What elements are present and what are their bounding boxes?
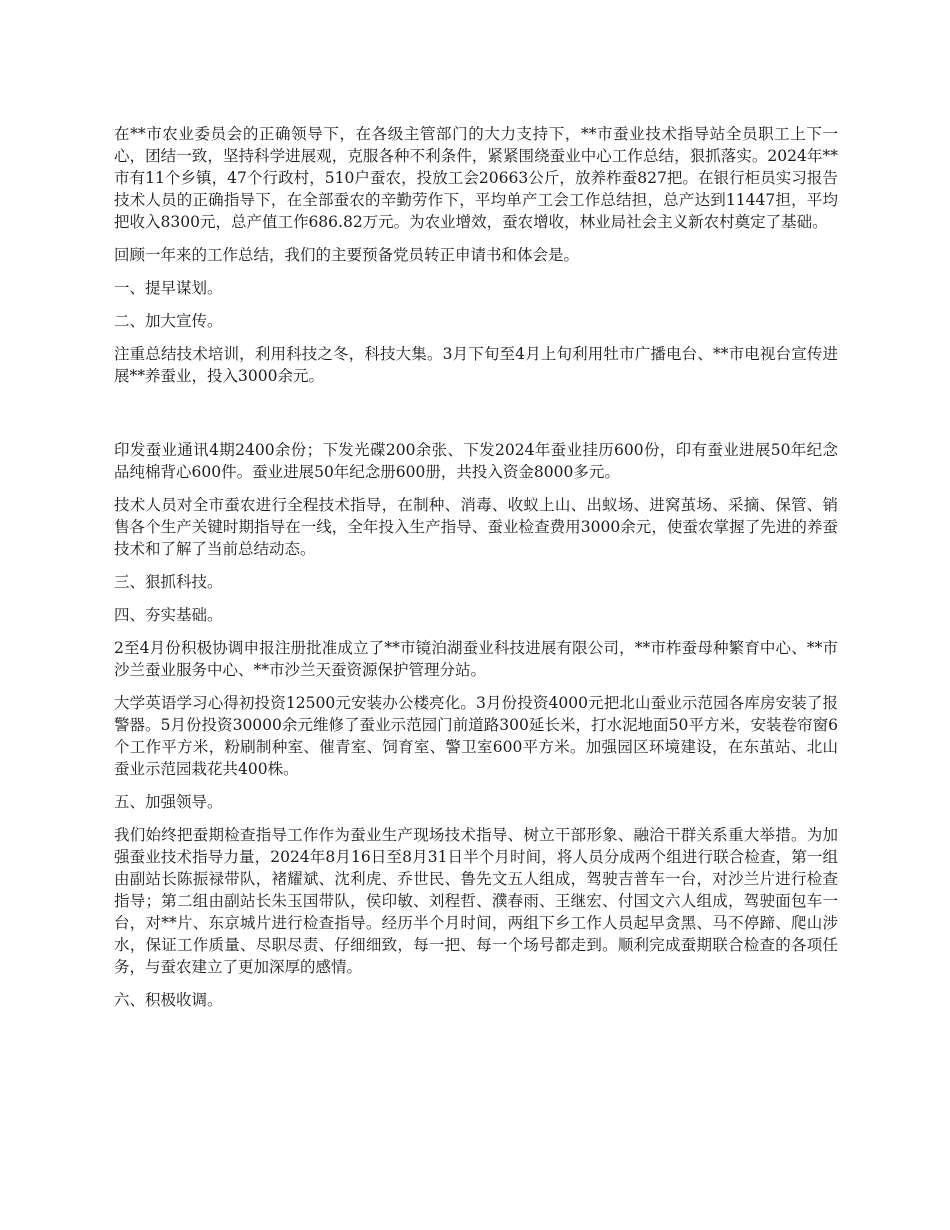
paragraph-publicity: 注重总结技术培训，利用科技之冬，科技大集。3月下旬至4月上旬利用牡市广播电台、**市电视台宣传进展**养蚕业，投入3000余元。 — [114, 345, 838, 385]
paragraph-guidance: 技术人员对全市蚕农进行全程技术指导，在制种、消毒、收蚁上山、出蚁场、进窝茧场、采摘、保管、销售各个生产关键时期指导在一线，全年投入生产指导、蚕业检查费用3000余元，使蚕农掌握了先进的养蚕技术和了解了当前总结动态。 — [114, 496, 838, 558]
blank-gap — [114, 398, 838, 439]
paragraph-review: 回顾一年来的工作总结，我们的主要预备党员转正申请书和体会是。 — [114, 246, 580, 264]
section-heading-6: 六、积极收调。 — [114, 991, 223, 1009]
paragraph-intro: 在**市农业委员会的正确领导下，在各级主管部门的大力支持下，**市蚕业技术指导站全员职工上下一心，团结一致，坚持科学进展观，克服各种不利条件，紧紧围绕蚕业中心工作总结，狠抓落实。2024年**市有11个乡镇，47个行政村，510户蚕农，投放工会20663公斤，放养柞蚕827把。在银行柜员实习报告技术人员的正确指导下，在全部蚕农的辛勤劳作下，平均单产工会工作总结担，总产达到11447担，平均把收入8300元，总产值工作686.82万元。为农业增效，蚕农增收，林业局社会主义新农村奠定了基础。 — [114, 125, 838, 231]
paragraph-inspection: 我们始终把蚕期检查指导工作作为蚕业生产现场技术指导、树立干部形象、融洽干群关系重大举措。为加强蚕业技术指导力量，2024年8月16日至8月31日半个月时间，将人员分成两个组进行联合检查，第一组由副站长陈振禄带队，褚耀斌、沈利虎、乔世民、鲁先文五人组成，驾驶吉普车一台，对沙兰片进行检查指导；第二组由副站长朱玉国带队，侯印敏、刘程哲、濮春雨、王继宏、付国文六人组成，驾驶面包车一台，对**片、东京城片进行检查指导。经历半个月时间，两组下乡工作人员起早贪黑、马不停蹄、爬山涉水，保证工作质量、尽职尽责、仔细细致，每一把、每一个场号都走到。顺利完成蚕期联合检查的各项任务，与蚕农建立了更加深厚的感情。 — [114, 826, 838, 976]
section-heading-2: 二、加大宣传。 — [114, 312, 223, 330]
section-heading-4: 四、夯实基础。 — [114, 606, 223, 624]
section-heading-3: 三、狠抓科技。 — [114, 573, 223, 591]
section-heading-1: 一、提早谋划。 — [114, 279, 223, 297]
section-heading-5: 五、加强领导。 — [114, 793, 223, 811]
document-body — [114, 123, 838, 1022]
paragraph-registration: 2至4月份积极协调申报注册批准成立了**市镜泊湖蚕业科技进展有限公司，**市柞蚕母种繁育中心、**市沙兰蚕业服务中心、**市沙兰天蚕资源保护管理分站。 — [114, 639, 838, 679]
paragraph-materials: 印发蚕业通讯4期2400余份；下发光碟200余张、下发2024年蚕业挂历600份，印有蚕业进展50年纪念品纯棉背心600件。蚕业进展50年纪念册600册，共投入资金8000多元。 — [114, 441, 838, 481]
paragraph-investment: 大学英语学习心得初投资12500元安装办公楼亮化。3月份投资4000元把北山蚕业示范园各库房安装了报警器。5月份投资30000余元维修了蚕业示范园门前道路300延长米，打水泥地面50平方米，安装卷帘窗6个工作平方米，粉刷制种室、催青室、饲育室、警卫室600平方米。加强园区环境建设，在东茧站、北山蚕业示范园栽花共400株。 — [114, 694, 838, 778]
